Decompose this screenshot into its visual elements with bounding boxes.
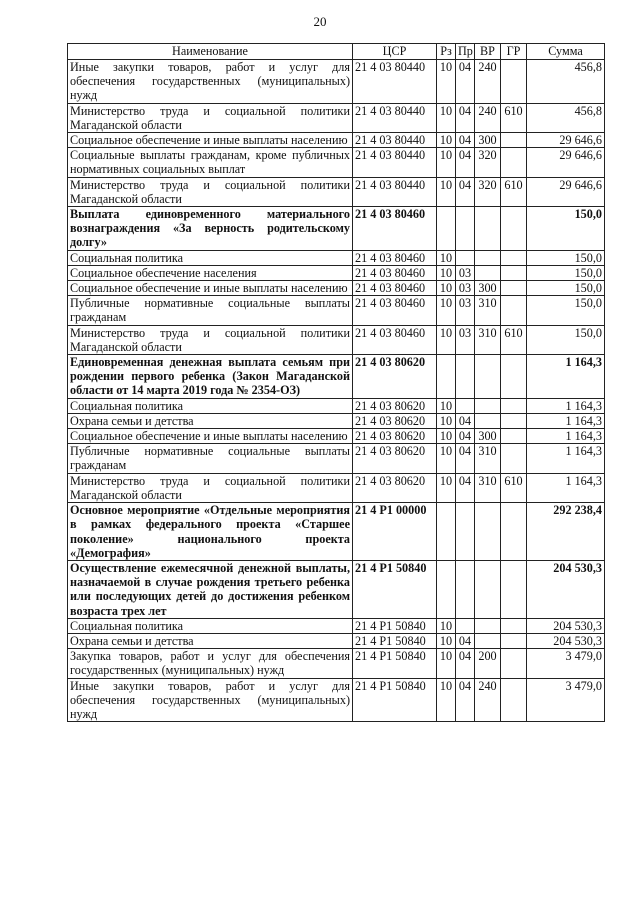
cell-sum: 204 530,3 [527, 618, 605, 633]
cell-gr [501, 413, 527, 428]
table-row [68, 444, 605, 473]
cell-sum: 150,0 [527, 296, 605, 325]
cell-sum: 1 164,3 [527, 355, 605, 399]
cell-rz: 10 [437, 473, 456, 502]
cell-gr: 610 [501, 177, 527, 206]
cell-name: Охрана семьи и детства [68, 413, 353, 428]
cell-csr: 21 4 P1 50840 [353, 678, 437, 722]
cell-sum: 1 164,3 [527, 398, 605, 413]
cell-rz: 10 [437, 618, 456, 633]
table-row [68, 148, 605, 177]
cell-vr: 200 [475, 649, 501, 678]
cell-sum: 3 479,0 [527, 649, 605, 678]
cell-csr: 21 4 03 80460 [353, 250, 437, 265]
cell-sum: 1 164,3 [527, 429, 605, 444]
budget-table [67, 43, 605, 722]
cell-vr: 310 [475, 296, 501, 325]
cell-rz: 10 [437, 678, 456, 722]
cell-rz: 10 [437, 177, 456, 206]
cell-rz: 10 [437, 413, 456, 428]
table-row [68, 560, 605, 618]
cell-rz: 10 [437, 281, 456, 296]
table-row [68, 60, 605, 104]
cell-pr: 04 [456, 649, 475, 678]
cell-sum: 456,8 [527, 103, 605, 132]
cell-sum: 150,0 [527, 207, 605, 251]
cell-gr [501, 429, 527, 444]
cell-gr: 610 [501, 325, 527, 354]
cell-sum: 29 646,6 [527, 133, 605, 148]
cell-sum: 1 164,3 [527, 413, 605, 428]
table-row [68, 296, 605, 325]
cell-sum: 456,8 [527, 60, 605, 104]
cell-gr [501, 355, 527, 399]
cell-vr: 300 [475, 133, 501, 148]
table-row [68, 265, 605, 280]
cell-rz: 10 [437, 296, 456, 325]
cell-vr [475, 560, 501, 618]
cell-gr [501, 560, 527, 618]
cell-name: Единовременная денежная выплата семьям при рождении первого ребенка (Закон Магаданской области от 14 марта 2019 года № 2354-ОЗ) [68, 355, 353, 399]
cell-rz: 10 [437, 250, 456, 265]
cell-name: Социальное обеспечение и иные выплаты населению [68, 281, 353, 296]
cell-pr: 03 [456, 281, 475, 296]
table-row [68, 281, 605, 296]
cell-name: Социальное обеспечение и иные выплаты населению [68, 429, 353, 444]
cell-vr: 300 [475, 281, 501, 296]
cell-gr [501, 148, 527, 177]
cell-name: Осуществление ежемесячной денежной выплаты, назначаемой в случае рождения третьего ребенка или последующих детей до достижения ребенком возраста трех лет [68, 560, 353, 618]
cell-csr: 21 4 03 80620 [353, 398, 437, 413]
cell-sum: 1 164,3 [527, 444, 605, 473]
cell-gr: 610 [501, 103, 527, 132]
table-row [68, 207, 605, 251]
cell-pr: 04 [456, 473, 475, 502]
cell-csr: 21 4 P1 50840 [353, 618, 437, 633]
column-header-pr: Пр [456, 44, 475, 60]
table-row [68, 325, 605, 354]
cell-name: Выплата единовременного материального вознаграждения «За верность родительскому долгу» [68, 207, 353, 251]
cell-gr [501, 281, 527, 296]
cell-gr [501, 250, 527, 265]
cell-gr [501, 207, 527, 251]
cell-csr: 21 4 03 80460 [353, 281, 437, 296]
cell-rz [437, 560, 456, 618]
cell-csr: 21 4 03 80460 [353, 296, 437, 325]
cell-vr: 310 [475, 325, 501, 354]
cell-csr: 21 4 03 80440 [353, 177, 437, 206]
cell-name: Основное мероприятие «Отдельные мероприятия в рамках федерального проекта «Старшее поколение» национального проекта «Демография» [68, 503, 353, 561]
cell-rz: 10 [437, 325, 456, 354]
cell-gr [501, 60, 527, 104]
cell-csr: 21 4 03 80620 [353, 444, 437, 473]
cell-csr: 21 4 03 80620 [353, 473, 437, 502]
cell-name: Социальная политика [68, 250, 353, 265]
cell-sum: 150,0 [527, 265, 605, 280]
table-row [68, 633, 605, 648]
cell-rz [437, 503, 456, 561]
cell-gr: 610 [501, 473, 527, 502]
cell-csr: 21 4 03 80460 [353, 265, 437, 280]
cell-rz: 10 [437, 649, 456, 678]
cell-gr [501, 265, 527, 280]
cell-rz: 10 [437, 429, 456, 444]
cell-vr [475, 207, 501, 251]
cell-gr [501, 633, 527, 648]
cell-sum: 1 164,3 [527, 473, 605, 502]
cell-csr: 21 4 03 80460 [353, 207, 437, 251]
cell-pr: 03 [456, 325, 475, 354]
cell-vr [475, 355, 501, 399]
cell-pr: 04 [456, 633, 475, 648]
cell-vr: 320 [475, 177, 501, 206]
cell-rz: 10 [437, 103, 456, 132]
cell-sum: 29 646,6 [527, 148, 605, 177]
cell-pr: 04 [456, 444, 475, 473]
cell-vr: 310 [475, 473, 501, 502]
cell-csr: 21 4 03 80440 [353, 148, 437, 177]
cell-csr: 21 4 P1 00000 [353, 503, 437, 561]
cell-name: Публичные нормативные социальные выплаты гражданам [68, 296, 353, 325]
cell-pr [456, 398, 475, 413]
cell-sum: 292 238,4 [527, 503, 605, 561]
cell-csr: 21 4 03 80440 [353, 60, 437, 104]
cell-sum: 204 530,3 [527, 633, 605, 648]
column-header-sum: Сумма [527, 44, 605, 60]
cell-vr [475, 503, 501, 561]
table-row [68, 250, 605, 265]
cell-vr: 240 [475, 103, 501, 132]
table-row [68, 649, 605, 678]
cell-sum: 150,0 [527, 325, 605, 354]
cell-rz: 10 [437, 133, 456, 148]
table-row [68, 473, 605, 502]
cell-pr: 03 [456, 296, 475, 325]
cell-gr [501, 618, 527, 633]
cell-csr: 21 4 P1 50840 [353, 649, 437, 678]
table-row [68, 429, 605, 444]
cell-gr [501, 444, 527, 473]
cell-vr [475, 618, 501, 633]
table-row [68, 103, 605, 132]
cell-name: Охрана семьи и детства [68, 633, 353, 648]
cell-pr: 04 [456, 678, 475, 722]
cell-name: Министерство труда и социальной политики Магаданской области [68, 473, 353, 502]
table-row [68, 177, 605, 206]
cell-name: Публичные нормативные социальные выплаты гражданам [68, 444, 353, 473]
table-row [68, 618, 605, 633]
column-header-csr: ЦСР [353, 44, 437, 60]
cell-vr: 240 [475, 678, 501, 722]
cell-pr [456, 503, 475, 561]
cell-gr [501, 678, 527, 722]
cell-pr [456, 560, 475, 618]
cell-csr: 21 4 03 80440 [353, 103, 437, 132]
cell-rz: 10 [437, 633, 456, 648]
table-header-row [68, 44, 605, 60]
cell-name: Иные закупки товаров, работ и услуг для обеспечения государственных (муниципальных) нужд [68, 678, 353, 722]
cell-sum: 150,0 [527, 281, 605, 296]
cell-vr [475, 250, 501, 265]
column-header-rz: Рз [437, 44, 456, 60]
cell-pr: 04 [456, 133, 475, 148]
cell-name: Министерство труда и социальной политики Магаданской области [68, 103, 353, 132]
column-header-gr: ГР [501, 44, 527, 60]
cell-pr [456, 618, 475, 633]
table-row [68, 398, 605, 413]
cell-vr: 310 [475, 444, 501, 473]
cell-sum: 150,0 [527, 250, 605, 265]
table-row [68, 678, 605, 722]
cell-pr: 04 [456, 60, 475, 104]
cell-gr [501, 503, 527, 561]
cell-csr: 21 4 03 80620 [353, 429, 437, 444]
cell-rz: 10 [437, 60, 456, 104]
cell-name: Социальные выплаты гражданам, кроме публичных нормативных социальных выплат [68, 148, 353, 177]
cell-rz [437, 207, 456, 251]
cell-name: Министерство труда и социальной политики Магаданской области [68, 325, 353, 354]
cell-csr: 21 4 P1 50840 [353, 560, 437, 618]
cell-rz: 10 [437, 265, 456, 280]
cell-name: Иные закупки товаров, работ и услуг для обеспечения государственных (муниципальных) нужд [68, 60, 353, 104]
cell-gr [501, 649, 527, 678]
cell-vr [475, 633, 501, 648]
cell-csr: 21 4 P1 50840 [353, 633, 437, 648]
column-header-name: Наименование [68, 44, 353, 60]
cell-pr [456, 250, 475, 265]
cell-gr [501, 133, 527, 148]
cell-pr [456, 207, 475, 251]
cell-sum: 204 530,3 [527, 560, 605, 618]
cell-pr: 04 [456, 148, 475, 177]
cell-sum: 3 479,0 [527, 678, 605, 722]
cell-pr: 03 [456, 265, 475, 280]
table-row [68, 355, 605, 399]
cell-name: Социальное обеспечение населения [68, 265, 353, 280]
page-number: 20 [313, 14, 327, 29]
cell-csr: 21 4 03 80620 [353, 413, 437, 428]
cell-rz: 10 [437, 148, 456, 177]
cell-pr: 04 [456, 103, 475, 132]
table-row [68, 503, 605, 561]
cell-name: Социальная политика [68, 398, 353, 413]
cell-sum: 29 646,6 [527, 177, 605, 206]
cell-vr: 300 [475, 429, 501, 444]
cell-rz: 10 [437, 398, 456, 413]
cell-csr: 21 4 03 80440 [353, 133, 437, 148]
cell-vr [475, 265, 501, 280]
cell-name: Социальная политика [68, 618, 353, 633]
cell-vr: 240 [475, 60, 501, 104]
cell-rz [437, 355, 456, 399]
cell-vr [475, 398, 501, 413]
cell-gr [501, 296, 527, 325]
cell-vr: 320 [475, 148, 501, 177]
cell-name: Социальное обеспечение и иные выплаты населению [68, 133, 353, 148]
cell-rz: 10 [437, 444, 456, 473]
cell-name: Министерство труда и социальной политики Магаданской области [68, 177, 353, 206]
cell-csr: 21 4 03 80620 [353, 355, 437, 399]
cell-pr: 04 [456, 177, 475, 206]
cell-gr [501, 398, 527, 413]
cell-vr [475, 413, 501, 428]
table-row [68, 133, 605, 148]
cell-pr [456, 355, 475, 399]
table-row [68, 413, 605, 428]
table-body [68, 60, 605, 722]
cell-pr: 04 [456, 413, 475, 428]
cell-csr: 21 4 03 80460 [353, 325, 437, 354]
cell-pr: 04 [456, 429, 475, 444]
cell-name: Закупка товаров, работ и услуг для обеспечения государственных (муниципальных) нужд [68, 649, 353, 678]
column-header-vr: ВР [475, 44, 501, 60]
